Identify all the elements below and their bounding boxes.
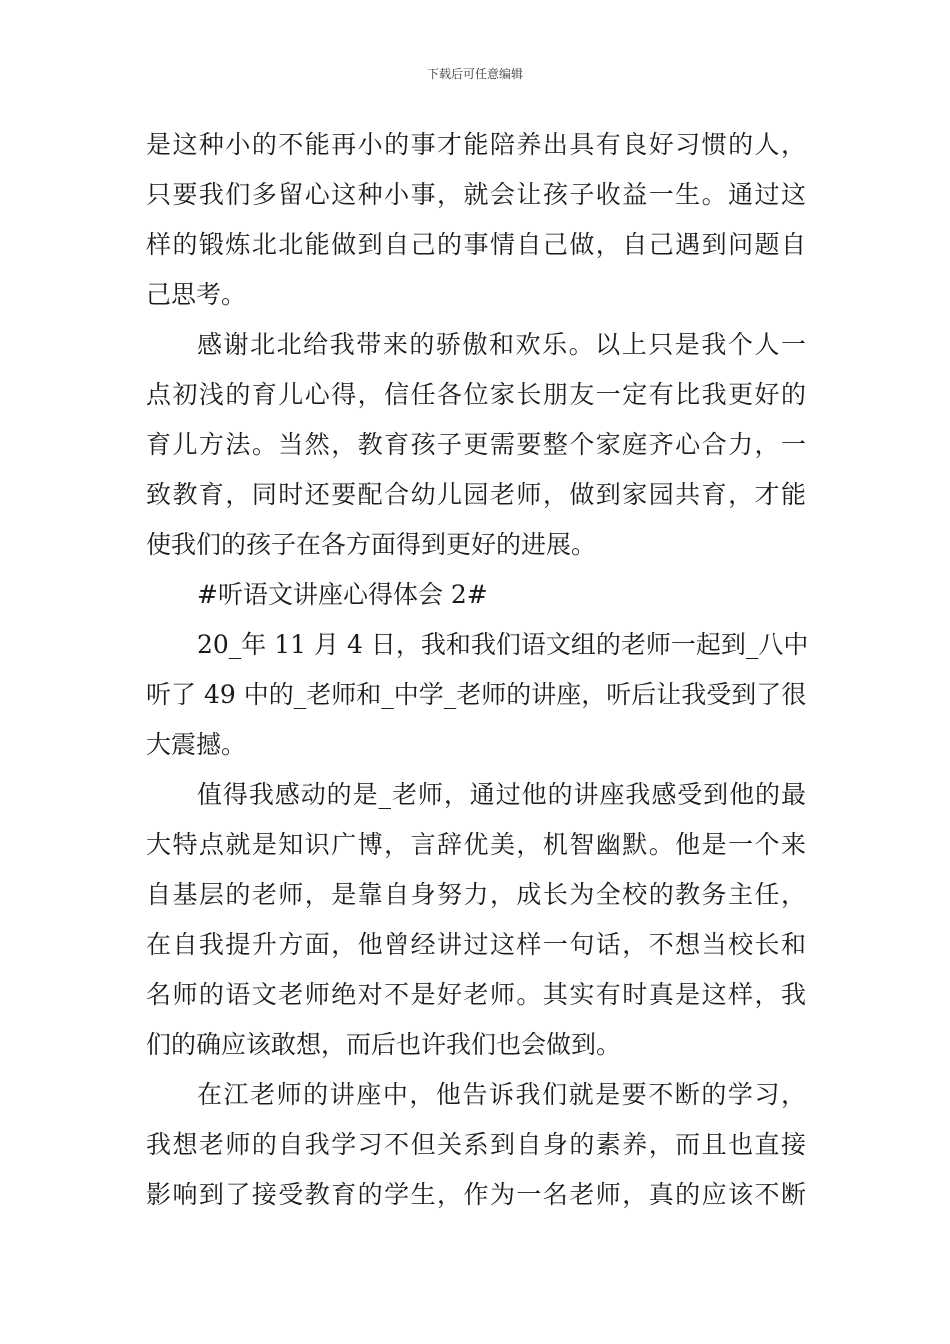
text-line: 只要我们多留心这种小事，就会让孩子收益一生。通过这 bbox=[146, 180, 806, 209]
text-line: 听了 49 中的_老师和_中学_老师的讲座，听后让我受到了很 bbox=[146, 680, 807, 709]
text-line: 己思考。 bbox=[146, 280, 247, 309]
text-line: 感谢北北给我带来的骄傲和欢乐。以上只是我个人一 bbox=[197, 330, 806, 359]
page-header: 下载后可任意编辑 bbox=[426, 67, 523, 81]
text-line: 点初浅的育儿心得，信任各位家长朋友一定有比我更好的 bbox=[146, 380, 806, 409]
text-line: 是这种小的不能再小的事才能陪养出具有良好习惯的人， bbox=[146, 130, 806, 159]
text-line: 们的确应该敢想，而后也许我们也会做到。 bbox=[146, 1030, 622, 1059]
text-line: 20_年 11 月 4 日，我和我们语文组的老师一起到_八中 bbox=[197, 630, 809, 659]
text-line: 使我们的孩子在各方面得到更好的进展。 bbox=[146, 530, 597, 559]
text-line: 在江老师的讲座中，他告诉我们就是要不断的学习， bbox=[197, 1080, 806, 1109]
text-line: 致教育，同时还要配合幼儿园老师，做到家园共育，才能 bbox=[146, 480, 806, 509]
text-line: 影响到了接受教育的学生，作为一名老师，真的应该不断 bbox=[146, 1180, 806, 1209]
text-line: 育儿方法。当然，教育孩子更需要整个家庭齐心合力，一 bbox=[146, 430, 806, 459]
text-line: 我想老师的自我学习不但关系到自身的素养，而且也直接 bbox=[146, 1130, 806, 1159]
text-line: 大震撼。 bbox=[146, 730, 247, 759]
text-line: 样的锻炼北北能做到自己的事情自己做，自己遇到问题自 bbox=[146, 230, 806, 259]
text-line: 值得我感动的是_老师，通过他的讲座我感受到他的最 bbox=[197, 780, 806, 809]
text-line: 大特点就是知识广博，言辞优美，机智幽默。他是一个来 bbox=[146, 830, 806, 859]
text-line: 自基层的老师，是靠自身努力，成长为全校的教务主任， bbox=[146, 880, 806, 909]
text-line: #听语文讲座心得体会 2# bbox=[197, 580, 488, 609]
text-line: 在自我提升方面，他曾经讲过这样一句话，不想当校长和 bbox=[146, 930, 806, 959]
document-body bbox=[146, 120, 809, 1220]
text-line: 名师的语文老师绝对不是好老师。其实有时真是这样，我 bbox=[146, 980, 806, 1009]
